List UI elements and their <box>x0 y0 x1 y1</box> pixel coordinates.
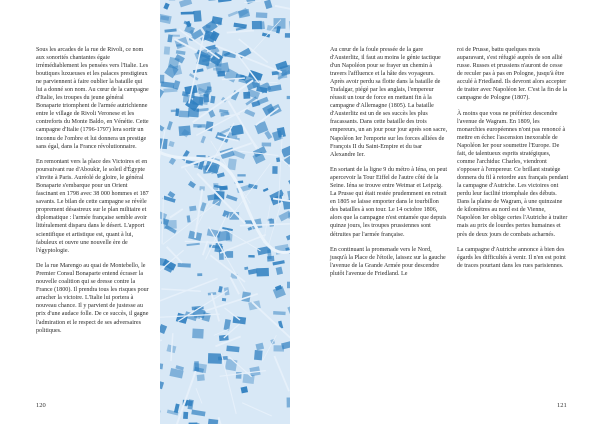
right-text-column-2 <box>457 46 569 278</box>
right-page <box>300 0 600 424</box>
paragraph: Au cœur de la foule pressée de la gare d'Austerlitz, il faut au moins le génie tactique d'un Napoléon pour se frayer un chemin à travers l'affluence et la hâte des voyageurs. Après avoir perdu sa flotte dans la bataille de Trafalgar, piégé par les anglais, l'empereur réussit un tour de force en mettant fin à la campagne d'Allemagne (1805). La bataille d'Austerlitz est un de ses succès les plus fracassants. Dans cette bataille des trois empereurs, un an jour pour jour après son sacre, Napoléon Ier l'emporte sur les forces alliées de François II du Saint-Empire et du tsar Alexandre Ier. <box>330 47 448 158</box>
paris-map-illustration <box>160 0 290 424</box>
right-text-column-1 <box>330 46 448 286</box>
paragraph: De la rue Marengo au quai de Montebello, le Premier Consul Bonaparte entend écraser la nouvelle coalition qui se dresse contre la France (1800). Il prendra tous les risques pour arracher la victoire. L'Italie lui portera à nouveau chance. Il y parvient de justesse au prix d'une audace folle. De ce succès, il gagne l'admiration et le respect de ses adversaires politiques. <box>36 263 149 334</box>
page-number-right: 121 <box>557 402 567 409</box>
left-text-column <box>36 46 149 342</box>
paragraph: roi de Prusse, battu quelques mois auparavant, s'est réfugié auprès de son allié russe. Russes et prussiens n'auront de cesse de reculer pas à pas en Pologne, jusqu'à être acculé à Friedland. Ils devront alors accepter de traiter avec Napoléon Ier. C'est la fin de la campagne de Pologne (1807). <box>457 47 568 102</box>
page-number-left: 120 <box>36 402 46 409</box>
paragraph: Sous les arcades de la rue de Rivoli, ce nom aux sonorités chantantes égaie irrémédiablement les pensées vers l'Italie. Les boutiques luxueuses et les palaces prestigieux ne parviennent à faire oublier la bataille qui lui a donné son nom. Au cœur de la campagne d'Italie, les troupes du jeune général Bonaparte triomphent de l'armée autrichienne entre le village de Rivoli Veronese et les contreforts du Monte Baldo, en Vénétie. Cette campagne d'Italie (1796-1797) lera sortir un inconnu de l'ombre et lui donnera un prestige sans égal, dans la France révolutionnaire. <box>36 47 149 150</box>
paragraph: En continuant la promenade vers le Nord, jusqu'à la Place de l'étoile, laissez sur la gauche l'avenue de la Grande Armée pour descendre plutôt l'avenue de Friedland. Le <box>330 247 446 278</box>
map-image <box>160 0 290 424</box>
paragraph: En sortant de la ligne 9 du métro à Iéna, on peut apercevoir la Tour Eiffel de l'autre côté de la Seine. Iéna se trouve entre Weimar et Leipzig. La Prusse qui était restée prudemment en retrait en 1805 se laisse emporter dans le tourbillon des batailles à son tour. Le 14 octobre 1806, alors que la campagne n'est entamée que depuis quinze jours, les troupes prussiennes sont détruites par l'armée française. <box>330 167 448 238</box>
paragraph: La campagne d'Autriche annonce à bien des égards les difficultés à venir. Il n'en est point de traces pourtant dans les rues parisiennes. <box>457 247 566 270</box>
paragraph: À moins que vous ne préfériez descendre l'avenue de Wagram. En 1809, les monarchies européennes n'ont pas renoncé à mettre en échec l'ascension inexorable de Napoléon Ier pour soumettre l'Europe. De fait, de talentueux esprits stratégiques, comme l'archiduc Charles, viendront s'opposer à l'empereur. Ce brillant stratège donnera du fil à retordre aux français pendant la campagne d'Autriche. Les victoires ont perdu leur facilité triomphale des débuts. Dans la plaine de Wagram, à une quinzaine de kilomètres au nord est de Vienne, Napoléon Ier oblige certes l'Autriche à traiter mais au prix de lourdes pertes humaines et près de deux jours de combats acharnés. <box>457 110 569 238</box>
paragraph: En remontant vers la place des Victoires et en poursuivant rue d'Aboukir, le soleil d'Égypte s'invite à Paris. Auréolé de gloire, le général Bonaparte s'embarque pour un Orient fascinant en 1798 avec 38 000 hommes et 187 savants. Le bilan de cette campagne se révèle proprement désastreux sur le plan militaire et diplomatique : l'armée française semble avoir littéralement disparu dans le désert. L'apport scientifique et artistique est, quant à lui, fabuleux et ouvre une nouvelle ère de l'égyptologie. <box>36 159 149 254</box>
